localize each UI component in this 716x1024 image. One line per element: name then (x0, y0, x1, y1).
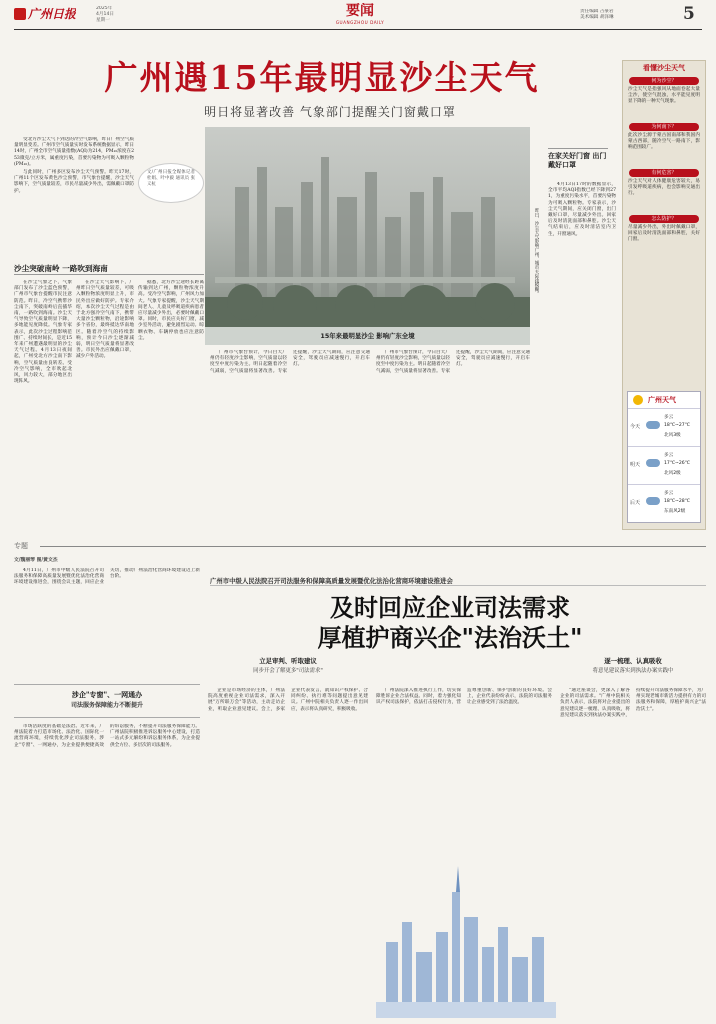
photo-side-caption-text: 昨日，沙尘天气影响广州，城市天际线模糊。 (534, 208, 539, 296)
skyline-graphic (205, 127, 530, 345)
paper-logo-mark (14, 8, 26, 20)
sidebar-a1: 沙尘天气是指强风从地面卷起大量尘沙，使空气混浊，水平能见度明显下降的一种天气现象。 (628, 87, 700, 105)
weather-temp: 18℃~27℃ (664, 423, 690, 428)
cloud-icon (646, 497, 660, 505)
special-rule (40, 546, 706, 547)
sidebar-title: 看懂沙尘天气 (643, 63, 685, 72)
sidebar-q2: 为何南下？ (629, 123, 699, 131)
body-col-5: 4月13日17时的数据显示，全市平均AQI指数已经下降到271，为重度污染水平，首要污染物为可吸入颗粒物。专家表示，沙尘天气期间，应关闭门窗，出门戴好口罩，尽量减少外出。回家后及时清洗面部和鼻腔。沙尘天气结束后，应及时清洁室内卫生，开窗通风。 (548, 182, 616, 237)
weather-row (628, 408, 700, 446)
special-subhead-2 (208, 656, 368, 682)
subhead-3-sub: 将意见建议落实到执法办案实践中 (592, 668, 674, 674)
special-subhead-3 (560, 656, 706, 682)
special-title-1: 及时回应企业司法需求 (330, 594, 570, 622)
photo-side-caption (533, 208, 541, 328)
weather-day: 明天 (630, 462, 641, 468)
weather-day: 后天 (630, 500, 641, 506)
smog-photo (205, 127, 530, 345)
special-col-a: 市场活跃度的基础是法治。近年来，广州法院着力打造市场化、法治化、国际化一流营商环境，持续优化涉企司法服务，涉企"专窗"、一网通办，为企业提供便捷高效的诉讼服务，不断提升司法服务保障能力。广州法院积极推进诉讼服务中心建设，打造一站式多元解纷和诉讼服务体系，为企业提供全方位、多层次的司法服务。 (14, 724, 200, 748)
special-label: 专题 (14, 542, 28, 550)
newspaper-logo (14, 7, 76, 23)
date-block (96, 6, 136, 28)
weather-box (627, 391, 701, 523)
subhead-1-title: 涉企"专窗"、一网通办 (71, 690, 143, 699)
section-pinyin: GUANGZHOU DAILY (335, 20, 385, 25)
date-day: 4月14日 (96, 12, 114, 17)
weather-temp: 17℃~26℃ (664, 461, 690, 466)
section-head-sand: 沙尘突破南岭 一路吹到海南 (14, 263, 204, 275)
sun-icon (633, 395, 643, 405)
editor-line: 责任编辑 占豪岩 (580, 9, 614, 14)
weather-cond: 多云 (664, 491, 674, 496)
date-year: 2025年 (96, 6, 113, 11)
weather-day: 今天 (630, 424, 641, 430)
weather-title: 广州天气 (648, 396, 676, 404)
sidebar-a4: 尽量减少外出，外出时佩戴口罩，回家后及时清洗面部和鼻腔，关好门窗。 (628, 225, 700, 243)
body-col-1: 在沙尘气象之下，气象部门发布了沙尘蓝色预警，广州市气象台提醒市民注意防范。昨日，冷空气携带沙尘南下，突破南岭后直插华南，一路吹到海南。沙尘天气导致空气质量明显下降，多地能见度降低。气象专家表示，此次沙尘过程影响范围广、持续时间长，是近15年来广州遭遇最明显的沙尘天气过程。4月13日夜间起，广州受北方沙尘南下影响，空气质量由良转差。受冷空气影响，全市吹起北风，风力较大，部分地区出现阵风。 (14, 280, 72, 385)
weather-wind: 北风2级 (664, 471, 681, 476)
main-headline: 广州遇15年最明显沙尘天气 (104, 58, 540, 97)
special-byline: 文/魏丽琴 图/黄文杰 (14, 558, 58, 563)
byline-text: 文/广州日报全媒体记者 杜娟、叶中毅 通讯员 张义杭 (147, 170, 195, 187)
body-col-3: 据悉，北方沙尘途经长距离传输到达广州，颗粒物浓度升高。受冷空气影响，广州风力加大。气象专家提醒，沙尘天气期间老人、儿童及呼吸道疾病患者应尽量减少外出，必要时佩戴口罩。同时，市民应关好门窗，减少室外活动，避免剧烈运动。晾晒衣物、车辆停放也应注意防尘。 (138, 280, 204, 341)
cityscape-illustration (376, 862, 556, 1018)
subhead-3-title: 逐一梳理、认真吸收 (604, 657, 662, 665)
special-col-c: 广州法院深入推进执行工作，切实保障胜诉企业合法权益。同时，着力强化知识产权司法保护，依法打击侵权行为，营造尊重创新、保护创新的良好环境。会上，企业代表纷纷表示，法院的司法服务让企业感受到了法治温度。 (376, 688, 552, 706)
page-number: 5 (683, 4, 695, 24)
byline-badge (138, 163, 204, 203)
weather-cond: 多云 (664, 415, 674, 420)
lead-paragraph (14, 137, 134, 247)
sidebar-q4: 怎么防护？ (629, 215, 699, 223)
subhead-2-title: 立足审判、听取建议 (259, 657, 317, 665)
section-title: 要闻 (346, 3, 374, 19)
cloud-icon (646, 421, 660, 429)
main-subheadline: 明日将显著改善 气象部门提醒关门窗戴口罩 (204, 105, 456, 119)
date-weekday: 星期一 (96, 18, 110, 23)
advice-head-text: 在家关好门窗 出门戴好口罩 (548, 151, 607, 169)
special-divider (14, 540, 706, 552)
special-subhead-1 (14, 684, 200, 718)
body-col-4: 广州市气象台预计，今日白天广州仍有轻度沙尘影响，空气质量以轻度至中度污染为主。明日起随着冷空气减弱，空气质量将显著改善。专家还提醒，沙尘天气期间，应注意交通安全，驾驶员应减速慢行，开启车灯。 (210, 350, 370, 374)
cloud-icon (646, 459, 660, 467)
weather-wind: 北风3级 (664, 433, 681, 438)
weather-temp: 18℃~28℃ (664, 499, 690, 504)
photo-caption-bar (205, 327, 530, 345)
special-col-b: 企业是市场经济的主体，广州法院高度重视企业司法需求，深入开展"万所联万会"等活动，主动走访企业，听取企业意见建议。会上，多家企业代表发言，就知识产权保护、合同纠纷、执行难等问题提出意见建议。广州中院相关负责人逐一作出回应，表示将认真研究，积极吸收。 (208, 688, 368, 712)
lead-text: 受北方沙尘天气下到达的冷空气影响，昨日广州空气质量明显变差。广州市空气质量实时发布系统数据显示，昨日14时，广州全市空气质量指数(AQI)为214，PM₁₀浓度在253微克/立方米，属重度污染，首要污染物为可吸入颗粒物(PM₁₀)。 (14, 137, 134, 167)
weather-wind: 东南风2级 (664, 509, 686, 514)
weather-header (628, 392, 700, 408)
body-col-4b: 广州市气象台预计，今日白天广州仍有轻度沙尘影响，空气质量以轻度至中度污染为主。明日起随着冷空气减弱，空气质量将显著改善。专家还提醒，沙尘天气期间，应注意交通安全，驾驶员应减速慢行，开启车灯。 (376, 350, 530, 374)
sidebar-a3: 沙尘天气对人体健康危害较大，易引发呼吸道疾病，也会影响交通出行。 (628, 179, 700, 197)
subhead-2-sub: 同步开会了解更多"司法需求" (253, 668, 323, 674)
special-title-2: 厚植护商兴企"法治沃土" (317, 624, 583, 652)
sidebar-a2: 此次沙尘源于蒙古国南部和我国内蒙古西部，随冷空气一路南下，影响范围较广。 (628, 133, 700, 151)
sidebar (622, 60, 706, 530)
masthead (0, 0, 716, 30)
masthead-rule (14, 29, 702, 30)
editors (580, 9, 675, 25)
lead-text-2: 与此同时，广州多区发布沙尘天气预警。昨天17时，广州11个区发布黄色沙尘预警，市气象台提醒，沙尘天气影响下，空气质量较差，市民尽量减少外出，需佩戴口罩防护。 (14, 170, 134, 194)
weather-row (628, 484, 700, 522)
cityscape-graphic (376, 862, 556, 1018)
special-col-d: "通过座谈会，更深入了解各企业的司法需求。"广州中院相关负责人表示，法院将对企业提出的意见建议逐一梳理、认真吸收，将意见建议落实到执法办案实践中，持续提升司法服务保障水平，为广州实现老城市新活力提供有力的司法服务和保障，厚植护商兴企"法治沃土"。 (560, 688, 706, 718)
art-editor-line: 美术编辑 胡泽琳 (580, 15, 614, 21)
sidebar-q1: 何为沙尘？ (629, 77, 699, 85)
section-head-advice (548, 148, 608, 176)
subhead-1-sub: 司法服务保障能力不断提升 (70, 702, 143, 709)
sidebar-q3: 有何危害？ (629, 169, 699, 177)
paper-name: 广州日报 (28, 7, 76, 21)
photo-caption: 15年来最明显沙尘 影响广东全境 (320, 332, 415, 340)
weather-row (628, 446, 700, 484)
special-lead: 4月11日，广州市中级人民法院召开司法服务和保障高质量发展暨优化法治化营商环境建设推进会，围绕会议主题，回应企业关切，推动广州法治化营商环境建设迈上新台阶。 (14, 568, 200, 586)
special-kicker: 广州市中级人民法院召开司法服务和保障高质量发展暨优化法治化营商环境建设推进会 (210, 576, 706, 586)
body-col-2: 在沙尘天气影响下，广州昨日空气质量较差，可吸入颗粒物浓度明显上升，市民外出应做好防护。专家介绍，本次沙尘天气过程是由于北方强冷空气南下，携带大量沙尘颗粒物，沿途影响多个省份，最终抵达华南地区。随着冷空气的持续影响，预计今日沙尘逐渐减弱，明日空气质量将显著改善。市民外出应佩戴口罩，减少户外活动。 (76, 280, 134, 360)
weather-cond: 多云 (664, 453, 674, 458)
